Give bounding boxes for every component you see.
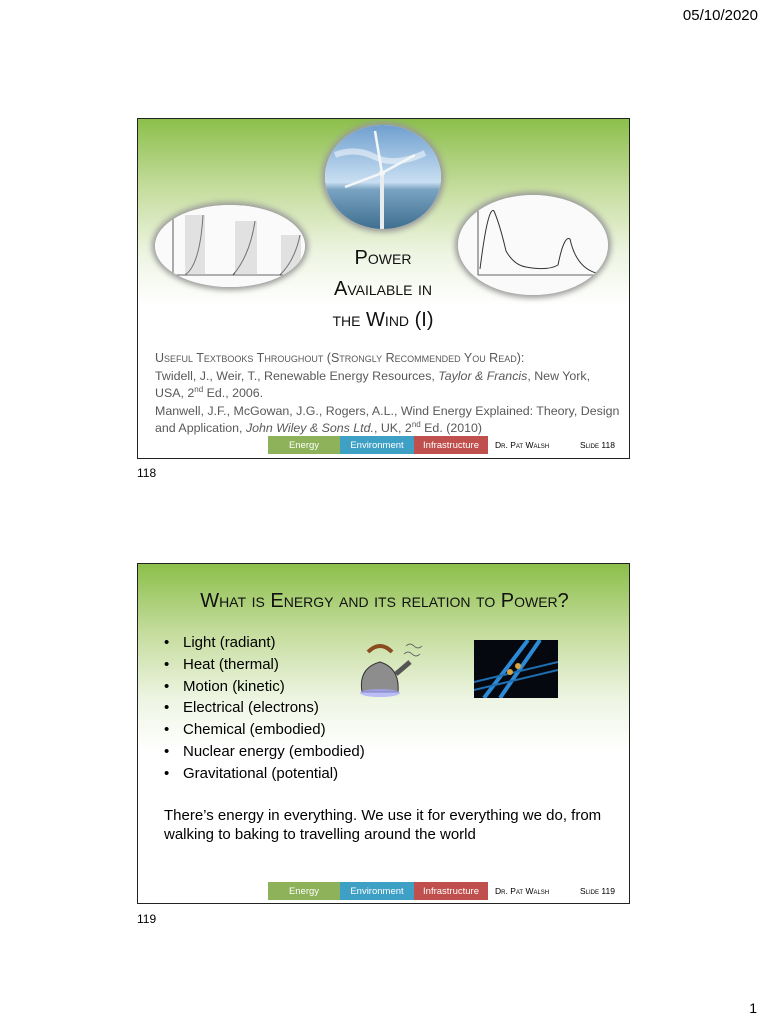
- energy-types-list: [164, 632, 365, 785]
- tag-energy: Energy: [268, 436, 340, 454]
- title-line-3: the Wind (I): [332, 309, 434, 331]
- body-text: There’s energy in everything. We use it for everything we do, from walking to baking to travelling around the world: [164, 807, 602, 843]
- wind-turbine-image: [325, 125, 441, 229]
- print-date: 05/10/2020: [682, 7, 758, 24]
- wind-spectrum-chart-image: [458, 195, 608, 295]
- tag-environment: Environment: [340, 882, 414, 900]
- references-heading: Useful Textbooks Throughout (Strongly Recommended You Read):: [155, 351, 525, 365]
- kettle-image: [354, 640, 424, 700]
- list-item: • Heat (thermal): [164, 654, 365, 676]
- slide-page-label: 119: [137, 912, 157, 926]
- list-item: • Electrical (electrons): [164, 697, 365, 719]
- tag-infrastructure: Infrastructure: [414, 436, 488, 454]
- title-line-2: Available in: [333, 278, 432, 300]
- slide-label: Slide 118: [580, 440, 615, 450]
- list-item: • Gravitational (potential): [164, 763, 365, 785]
- slide-label: Slide 119: [580, 886, 615, 896]
- author-label: Dr. Pat Walsh: [495, 440, 550, 450]
- slide-footer-tags: [268, 436, 488, 454]
- slide-118: [137, 118, 630, 459]
- tag-energy: Energy: [268, 882, 340, 900]
- tag-infrastructure: Infrastructure: [414, 882, 488, 900]
- reference-1: Twidell, J., Weir, T., Renewable Energy Resources, Taylor & Francis, New York, USA, 2nd Ed., 2006.: [155, 368, 591, 401]
- author-label: Dr. Pat Walsh: [495, 886, 550, 896]
- wind-profile-chart-image: [155, 205, 305, 287]
- page-number: 1: [749, 1000, 757, 1016]
- list-item: • Light (radiant): [164, 632, 365, 654]
- power-lines-image: [474, 640, 558, 698]
- list-item: • Nuclear energy (embodied): [164, 741, 365, 763]
- references: [155, 351, 620, 439]
- tag-environment: Environment: [340, 436, 414, 454]
- list-item: • Chemical (embodied): [164, 719, 365, 741]
- slide-title: What is Energy and its relation to Power?: [200, 590, 569, 612]
- slide-footer-tags: [268, 882, 488, 900]
- title-line-1: Power: [354, 247, 412, 269]
- slide-title: [288, 243, 478, 336]
- slide-page-label: 118: [137, 466, 157, 480]
- reference-2: Manwell, J.F., McGowan, J.G., Rogers, A.L., Wind Energy Explained: Theory, Design and Application, John Wiley & Sons Ltd., UK, 2nd Ed. (2010): [155, 403, 620, 436]
- slide-119: [137, 563, 630, 904]
- list-item: • Motion (kinetic): [164, 676, 365, 698]
